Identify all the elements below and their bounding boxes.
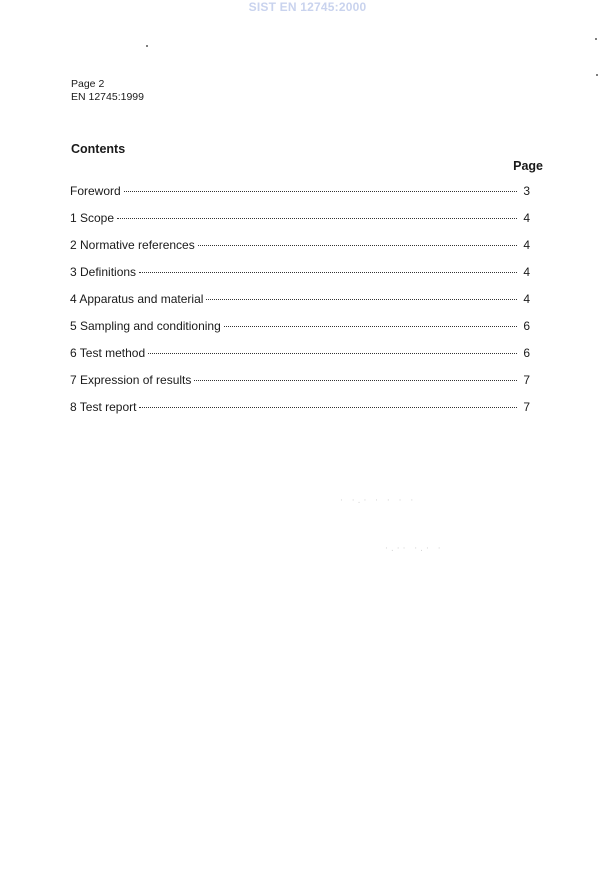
dot-leader [139, 407, 517, 408]
scan-speck [146, 45, 148, 47]
scan-artifact: · ·.· · · · · [340, 496, 417, 506]
toc-entry-page: 4 [523, 238, 530, 252]
toc-entry-label: 2 Normative references [70, 238, 195, 252]
toc-entry-test-method[interactable] [70, 346, 530, 373]
dot-leader [224, 326, 517, 327]
toc-entry-test-report[interactable] [70, 400, 530, 427]
table-of-contents [70, 184, 530, 427]
dot-leader [194, 380, 517, 381]
toc-entry-page: 4 [523, 265, 530, 279]
toc-entry-label: 6 Test method [70, 346, 146, 360]
toc-entry-expression-of-results[interactable] [70, 373, 530, 400]
scan-speck [595, 38, 597, 40]
dot-leader [124, 191, 517, 192]
toc-entry-label: Foreword [70, 184, 121, 198]
scan-speck [596, 74, 598, 76]
scan-artifact: ·.·· ·.· · [385, 544, 444, 554]
contents-heading: Contents [71, 142, 126, 156]
page-column-heading: Page [513, 159, 543, 173]
dot-leader [148, 353, 517, 354]
toc-entry-normative-references[interactable] [70, 238, 530, 265]
page-number-label: Page 2 [71, 78, 105, 90]
toc-entry-scope[interactable] [70, 211, 530, 238]
toc-entry-page: 6 [523, 319, 530, 333]
toc-entry-label: 8 Test report [70, 400, 137, 414]
watermark: SIST EN 12745:2000 [248, 0, 367, 14]
toc-entry-label: 1 Scope [70, 211, 115, 225]
dot-leader [198, 245, 517, 246]
toc-entry-foreword[interactable] [70, 184, 530, 211]
toc-entry-sampling[interactable] [70, 319, 530, 346]
toc-entry-page: 7 [523, 400, 530, 414]
dot-leader [139, 272, 517, 273]
dot-leader [206, 299, 517, 300]
dot-leader [117, 218, 517, 219]
page-header [71, 78, 144, 104]
toc-entry-apparatus[interactable] [70, 292, 530, 319]
toc-entry-label: 5 Sampling and conditioning [70, 319, 221, 333]
toc-entry-label: 7 Expression of results [70, 373, 192, 387]
toc-entry-page: 7 [523, 373, 530, 387]
toc-entry-page: 6 [523, 346, 530, 360]
toc-entry-label: 4 Apparatus and material [70, 292, 204, 306]
toc-entry-page: 3 [523, 184, 530, 198]
toc-entry-page: 4 [523, 211, 530, 225]
document-number: EN 12745:1999 [71, 91, 144, 103]
toc-entry-page: 4 [523, 292, 530, 306]
toc-entry-definitions[interactable] [70, 265, 530, 292]
toc-entry-label: 3 Definitions [70, 265, 137, 279]
